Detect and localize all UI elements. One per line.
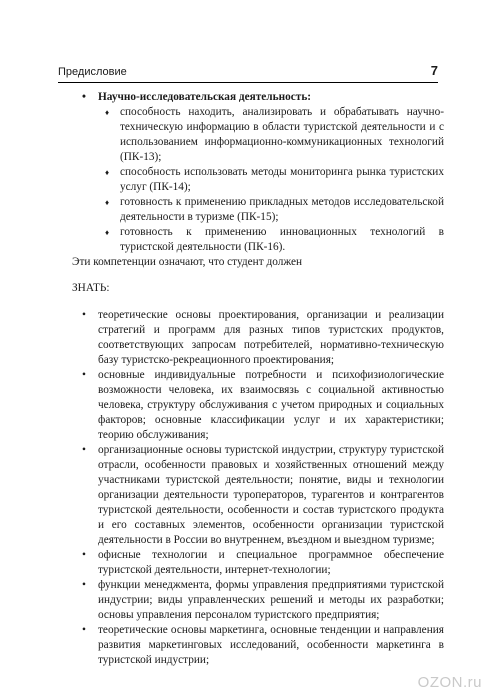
page-number: 7 bbox=[430, 63, 438, 78]
diamond-icon: ♦ bbox=[105, 108, 110, 117]
competency-text: готовность к применению прикладных методов исследовательской деятельности в туризме (ПК-15); bbox=[120, 196, 444, 223]
competency-item bbox=[72, 165, 444, 195]
know-item-text: теоретические основы маркетинга, основные тенденции и направления развития маркетинговых исследований, особенности маркетинга в туристской индустрии; bbox=[98, 623, 444, 666]
competency-text: готовность к применению инновационных технологий в туристской деятельности (ПК-16). bbox=[120, 226, 444, 253]
running-header bbox=[58, 64, 438, 82]
diamond-icon: ♦ bbox=[105, 168, 110, 177]
watermark: OZON.ru bbox=[417, 674, 482, 691]
page-content bbox=[72, 90, 444, 668]
know-item-text: теоретические основы проектирования, организации и реализации стратегий и программ для разных типов туристских продуктов, соответствующих запросам потребителей, нормативно-техническую базу туристско-рекреационного проектирования; bbox=[98, 308, 444, 366]
bullet-icon: • bbox=[82, 368, 86, 381]
bullet-icon: • bbox=[82, 548, 86, 561]
section-heading-text: Научно-исследовательская деятельность: bbox=[98, 91, 312, 103]
section-heading bbox=[72, 90, 444, 105]
competency-item bbox=[72, 225, 444, 255]
intro-paragraph: Эти компетенции означают, что студент должен bbox=[72, 256, 303, 268]
bullet-icon: • bbox=[82, 91, 86, 103]
bullet-icon: • bbox=[82, 443, 86, 456]
diamond-icon: ♦ bbox=[105, 228, 110, 237]
competency-item bbox=[72, 105, 444, 165]
know-item bbox=[72, 368, 444, 443]
header-title: Предисловие bbox=[58, 66, 127, 78]
know-item bbox=[72, 308, 444, 368]
competency-text: способность находить, анализировать и обрабатывать научно-техническую информацию в области туристской деятельности и с использованием информационно-коммуникационных технологий (ПК-13); bbox=[120, 106, 444, 163]
bullet-icon: • bbox=[82, 623, 86, 636]
competency-item bbox=[72, 195, 444, 225]
know-list bbox=[72, 308, 444, 668]
bullet-icon: • bbox=[82, 578, 86, 591]
know-item bbox=[72, 623, 444, 668]
know-item-text: функции менеджмента, формы управления предприятиями туристской индустрии; виды управленческих решений и методы их разработки; основы управления персоналом туристского предприятия; bbox=[98, 578, 444, 621]
competency-text: способность использовать методы мониторинга рынка туристских услуг (ПК-14); bbox=[120, 166, 444, 193]
know-label: ЗНАТЬ: bbox=[72, 282, 110, 295]
know-item-text: офисные технологии и специальное программное обеспечение туристской деятельности, интернет-технологии; bbox=[98, 548, 444, 576]
know-item-text: основные индивидуальные потребности и психофизиологические возможности человека, их взаимосвязь с социальной активностью человека, структуру обслуживания с учетом природных и социальных факторов; основные классификации услуг и их характеристики; теорию обслуживания; bbox=[98, 368, 444, 441]
know-item bbox=[72, 548, 444, 578]
diamond-icon: ♦ bbox=[105, 198, 110, 207]
competency-list bbox=[72, 105, 444, 255]
header-rule bbox=[58, 82, 438, 83]
know-item bbox=[72, 443, 444, 548]
know-item-text: организационные основы туристской индустрии, структуру туристской отрасли, особенности правовых и хозяйственных отношений между участниками туристской деятельности; понятие, виды и технологии организации деятельности туроператоров, турагентов и контрагентов туристской деятельности, особенности и состав туристского продукта и его составных элементов, особенности организации туристской деятельности в России во внутреннем, въездном и выездном туризме; bbox=[98, 443, 444, 546]
know-item bbox=[72, 578, 444, 623]
bullet-icon: • bbox=[82, 308, 86, 321]
